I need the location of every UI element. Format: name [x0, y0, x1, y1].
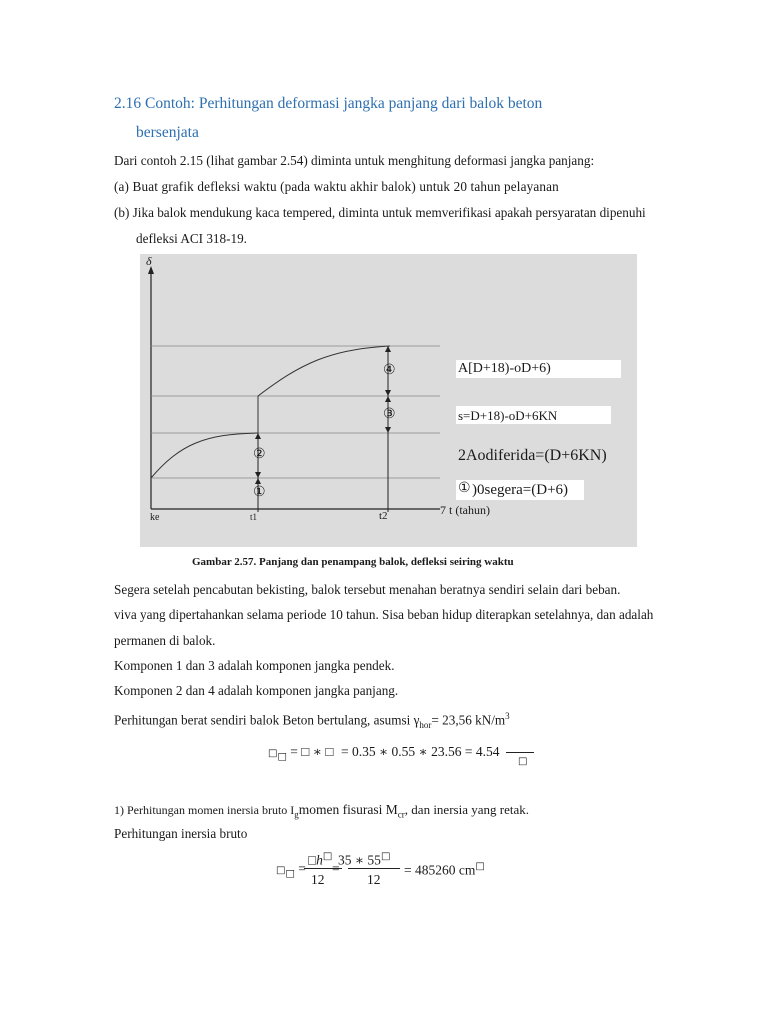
figure-caption: Gambar 2.57. Panjang dan penampang balok, defleksi seiring waktu: [192, 556, 514, 568]
fraction-line: [348, 868, 400, 869]
paragraph-line: Komponen 1 dan 3 adalah komponen jangka pendek.: [114, 658, 395, 673]
legend-three: s=D+18)-oD+6KN: [458, 408, 558, 423]
section-title-continued: bersenjata: [136, 124, 199, 141]
marker-one: ①: [253, 485, 266, 500]
marker-three: ③: [383, 407, 396, 422]
self-weight-equation-numeric: = 0.35 ∗ 0.55 ∗ 23.56 = 4.54: [341, 744, 500, 759]
deflection-time-figure: [140, 254, 637, 547]
marker-two: ②: [253, 447, 266, 462]
x-origin-label: ke: [150, 512, 160, 523]
section-title: 2.16 Contoh: Perhitungan deformasi jangka panjang dari balok beton: [114, 95, 543, 112]
item-b-continued: defleksi ACI 318-19.: [136, 231, 247, 246]
y-axis-symbol: δ: [146, 254, 152, 268]
legend-two: 2Aodiferida=(D+6KN): [458, 447, 607, 464]
t1-label: t1: [250, 512, 258, 522]
inertia-heading: Perhitungan inersia bruto: [114, 826, 248, 841]
deflection-time-graph: [140, 254, 637, 547]
paragraph-line: permanen di balok.: [114, 633, 216, 648]
paragraph-line: Segera setelah pencabutan bekisting, balok tersebut menahan beratnya sendiri selain dari beban.: [114, 582, 621, 597]
marker-four: ④: [383, 363, 396, 378]
unit-glyph: □: [518, 756, 528, 767]
fraction-line: [506, 752, 534, 753]
legend-one-marker: ①: [458, 481, 471, 496]
item-1: 1) Perhitungan momen inersia bruto $I_gmomen$ fisurasi $M_{cr}$, dan inersia yang retak.: [114, 802, 529, 820]
item-b: (b) Jika balok mendukung kaca tempered, diminta untuk memverifikasi apakah persyaratan dipenuhi: [114, 205, 646, 220]
intro-line: Dari contoh 2.15 (lihat gambar 2.54) diminta untuk menghitung deformasi jangka panjang:: [114, 153, 595, 168]
item-a: (a) Buat grafik defleksi waktu (pada waktu akhir balok) untuk 20 tahun pelayanan: [114, 179, 559, 194]
paragraph-line: Perhitungan berat sendiri balok Beton bertulang, asumsi $\gamma_{hor}= 23,56$ $kN/m^3$: [114, 711, 510, 731]
t2-label: t2: [379, 510, 388, 522]
paragraph-line: Komponen 2 dan 4 adalah komponen jangka panjang.: [114, 683, 399, 698]
x-axis-label: 7 t (tahun): [440, 503, 490, 517]
paragraph-line: viva yang dipertahankan selama periode 10 tahun. Sisa beban hidup diterapkan setelahnya, dan adalah: [114, 607, 654, 622]
legend-four: A[D+18)-oD+6): [458, 361, 551, 376]
self-weight-equation: $□_□$ = □ ∗ □: [268, 744, 334, 763]
legend-one: )0segera=(D+6): [472, 482, 569, 498]
